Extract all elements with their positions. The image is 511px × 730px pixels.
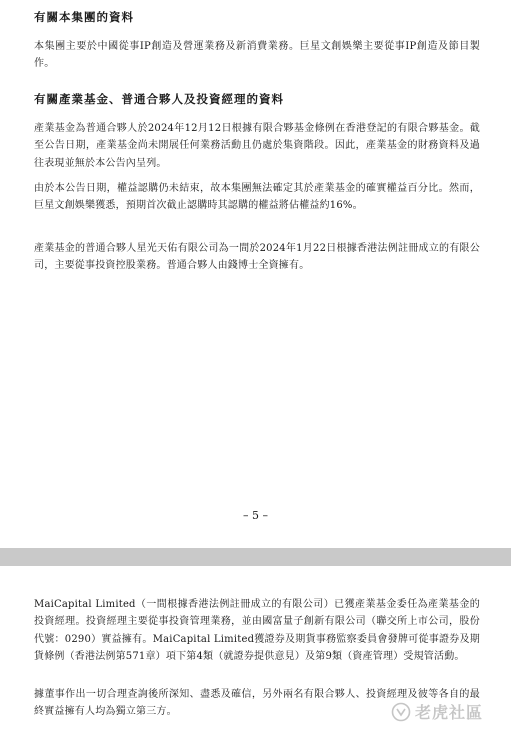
watermark-text: 老虎社區 [415, 703, 484, 722]
watermark [391, 700, 503, 724]
tiger-logo-icon [391, 702, 411, 722]
paragraph-independence-confirmation: 據董事作出一切合理查詢後所深知、盡悉及確信，另外兩名有限合夥人、投資經理及彼等各自的最終實益擁有人均為獨立第三方。 [34, 689, 480, 718]
section-heading-group-info: 有關本集團的資料 [34, 10, 134, 24]
paragraph-fund-registration: 產業基金為普通合夥人於2024年12月12日根據有限合夥基金條例在香港登記的有限合夥基金。截至公告日期，產業基金尚未開展任何業務活動且仍處於集資階段。因此，產業基金的財務資料及過往表現並無於本公告內呈列。 [34, 123, 480, 169]
section-heading-fund-info: 有關產業基金、普通合夥人及投資經理的資料 [34, 92, 284, 106]
page-separator [0, 548, 511, 566]
page-number: – 5 – [243, 509, 268, 522]
paragraph-general-partner: 產業基金的普通合夥人星光天佑有限公司為一間於2024年1月22日根據香港法例註冊成立的有限公司，主要從事投資控股業務。普通合夥人由錢博士全資擁有。 [34, 243, 480, 272]
paragraph-interest-percentage: 由於本公告日期，權益認購仍未結束，故本集團無法確定其於產業基金的確實權益百分比。然而，巨星文創娛樂獲悉，預期首次截止認購時其認購的權益將佔權益約16%。 [34, 183, 480, 212]
paragraph-investment-manager: MaiCapital Limited（一間根據香港法例註冊成立的有限公司）已獲產業基金委任為產業基金的投資經理。投資經理主要從事投資管理業務，並由國富量子創新有限公司（聯交所上市公司，股份代號：0290）實益擁有。MaiCapital Limited獲證券及期貨事務監察委員會發牌可從事證券及期貨條例（香港法例第571章）項下第4類（就證券提供意見）及第9類（資產管理）受規管活動。 [34, 599, 480, 662]
paragraph-group-business: 本集團主要於中國從事IP創造及營運業務及新消費業務。巨星文創娛樂主要從事IP創造及節目製作。 [34, 41, 480, 70]
